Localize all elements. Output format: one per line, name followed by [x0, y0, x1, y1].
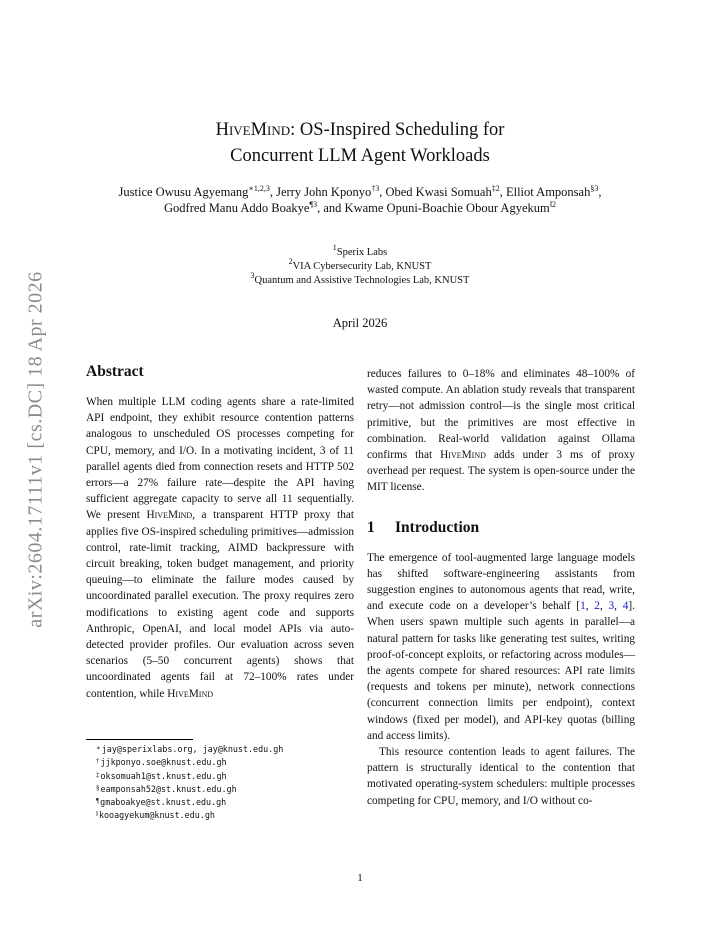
- author-list: Justice Owusu Agyemang$^{∗1,2,3}$, Jerry John Kponyo$^{\dagger 3}$, Obed Kwasi Somuah$^{\ddagger 2}$, Elliot Amponsah$^{\S 3}$, Godfred Manu Addo Boakye$^{\P 3}$, and Kwame Opuni-Boachie Obour Agyekum$^{‖2}$: [118, 184, 602, 215]
- abstract-text: When multiple LLM coding agents share a rate-limited API endpoint, they exhibit resource contention patterns analogous to unscheduled OS processes competing for CPU, memory, and I/O. In a motivating incident, 3 of 11 parallel agents died from connection resets and HTTP 502 errors—a 27% failure rate—despite the API having sufficient aggregate capacity to serve all 11 sequentially. We present HiveMind, a transparent HTTP proxy that applies five OS-inspired scheduling primitives—admission control, rate-limit tracking, AIMD backpressure with circuit breaking, token budget management, and priority queuing—to eliminate the failure modes caused by uncoordinated parallel execution. The proxy requires zero modifications to existing agent code and supports Anthropic, OpenAI, and local model APIs via auto-detected provider profiles. Our evaluation across seven scenarios (5–50 concurrent agents) shows that uncoordinated agents fail at 72–100% rates under contention, while HiveMind: [86, 396, 354, 700]
- intro-paragraph-2: This resource contention leads to agent failures. The pattern is structurally identical to the contention that motivated operating-system schedulers: multiple processes competing for CPU, memory, and I/O without co-: [367, 746, 635, 807]
- page-number: 1: [357, 872, 363, 884]
- abstract-heading: Abstract: [86, 363, 144, 380]
- citation-link[interactable]: 2: [594, 600, 600, 613]
- author-name: Obed Kwasi Somuah: [385, 185, 492, 199]
- citation-link[interactable]: 1: [580, 600, 586, 613]
- system-name: HiveMind: [215, 120, 291, 140]
- author-name: Justice Owusu Agyemang: [118, 185, 249, 199]
- citation-link[interactable]: 4: [622, 600, 629, 613]
- footnote: ¶ gmaboakye@st.knust.edu.gh: [96, 797, 227, 808]
- footnote: ‖ kooagyekum@knust.edu.gh: [96, 810, 215, 821]
- citation-link[interactable]: 3: [608, 600, 615, 613]
- author-name: Jerry John Kponyo: [276, 185, 372, 199]
- author-name: Kwame Opuni-Boachie Obour Agyekum: [344, 201, 550, 215]
- right-column: [367, 366, 635, 809]
- affiliation: $^2$VIA Cybersecurity Lab, KNUST: [288, 257, 432, 272]
- section-heading-introduction: 1 Introduction: [367, 518, 480, 536]
- affiliation: $^1$Sperix Labs: [332, 243, 388, 258]
- abstract-text-continued: reduces failures to 0–18% and eliminates 48–100% of wasted compute. An ablation study reveals that transparent retry—not admission control—is the single most critical primitive, but the primitives are most effective in combination. Real-world validation against Ollama confirms that HiveMind adds under 3 ms of proxy overhead per request. The system is open-source under the MIT license.: [367, 368, 635, 494]
- footnotes: [86, 743, 354, 823]
- footnote: † jjkponyo.soe@knust.edu.gh: [96, 757, 227, 768]
- left-column: [86, 362, 354, 702]
- paper-title-line2: Concurrent LLM Agent Workloads: [230, 146, 490, 166]
- publication-date: April 2026: [332, 316, 388, 330]
- footnote-rule: [86, 739, 193, 740]
- footnote: ∗ jay@sperixlabs.org, jay@knust.edu.gh: [96, 744, 284, 754]
- footnote: ‡ oksomuah1@st.knust.edu.gh: [96, 770, 227, 781]
- author-name: Godfred Manu Addo Boakye: [164, 201, 310, 215]
- arxiv-identifier-text: arXiv:2604.17111v1 [cs.DC] 18 Apr 2026: [24, 270, 47, 628]
- intro-paragraph-1: The emergence of tool-augmented large language models has shifted software-engineering assistants from suggestion engines to autonomous agents that read, write, and execute code on a developer’s behalf [1, 2, 3, 4]. When users spawn multiple such agents in parallel—a natural pattern for tasks like generating test suites, writing proof-of-concept exploits, or refactoring across modules—the agents compete for shared resources: API rate limits (requests and tokens per minute), network connections (concurrent connection limits per endpoint), context windows (fixed per model), and API-key quotas (billing and access limits).: [367, 551, 635, 742]
- footnote: § eamponsah52@st.knust.edu.gh: [96, 783, 237, 794]
- arxiv-identifier: [16, 256, 56, 642]
- author-name: Elliot Amponsah: [505, 185, 591, 199]
- paper-title-line1: HiveMind: OS-Inspired Scheduling for: [215, 120, 505, 140]
- affiliation: $^3$Quantum and Assistive Technologies Lab, KNUST: [250, 271, 470, 286]
